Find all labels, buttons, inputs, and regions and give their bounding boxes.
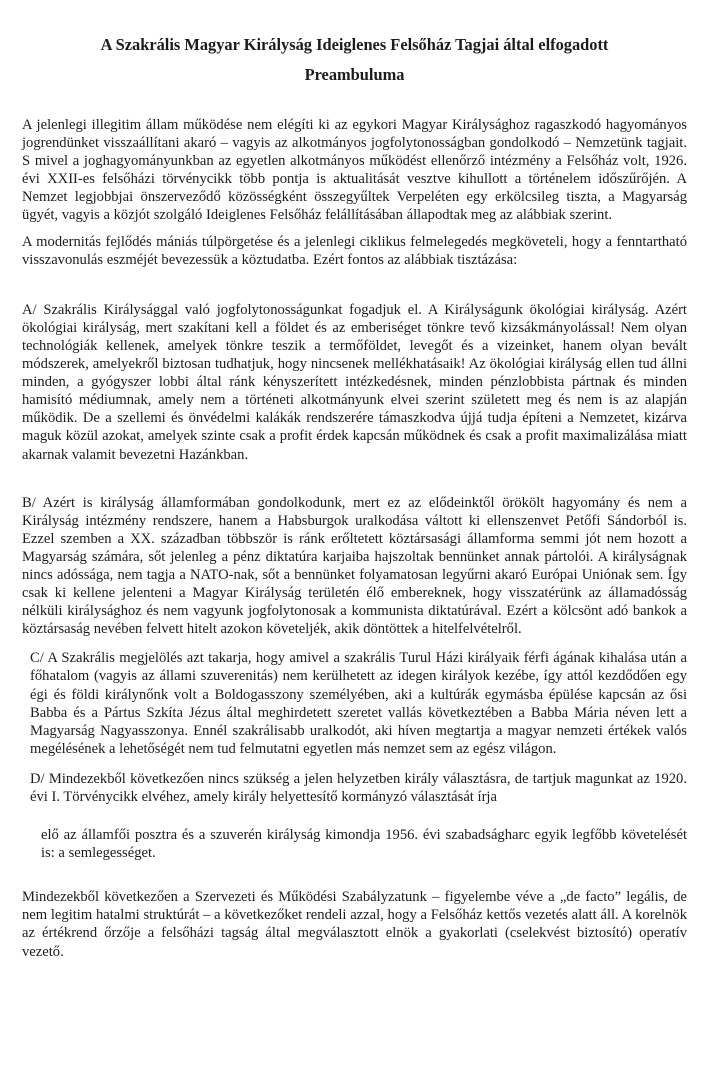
paragraph-section-d-part-2: elő az államfői posztra és a szuverén királyság kimondja 1956. évi szabadságharc egyik legfőbb követelését is: a semlegességet. — [41, 827, 687, 862]
paragraph-section-d-part-1: D/ Mindezekből következően nincs szükség a jelen helyzetben király választásra, de tartjuk magunkat az 1920. évi I. Törvénycikk elvéhez, amely király helyettesítő kormányzó választását írja — [30, 770, 687, 805]
paragraph-section-b: B/ Azért is királyság államformában gondolkodunk, mert ez az elődeinktől örökölt hagyomány és nem a Királyság intézmény rendszere, hanem a Habsburgok uralkodása váltott ki ellenszenvet Petőfi Sándorból is. Ezzel szemben a XX. században többször is ránk erőltetett köztársasági államforma semmi jót nem hozott a Magyarság számára, sőt jelenleg a pénz diktatúra karjaiba hajszoltak bennünket annak pártolói. A királyságnak nincs adóssága, nem tagja a NATO-nak, sőt a bennünket folyamatosan legyűrni akaró Európai Uniónak sem. Így csak ki kellene jelenteni a Magyar Királyság területén élő embereknek, hogy visszatérünk az államadósság nélküli királysághoz és nem vagyunk jogfolytonosak a kommunista diktatúrával. Ezért a kölcsönt adó bankok a köztársaság nevében felvett hitelt azokon követeljék, akik döntöttek a hitelfelvételről. — [22, 494, 687, 638]
title-line-1: A Szakrális Magyar Királyság Ideiglenes Felsőház Tagjai által elfogadott — [100, 35, 609, 54]
paragraph-section-a: A/ Szakrális Királysággal való jogfolytonosságunkat fogadjuk el. A Királyságunk ökológiai királyság. Azért ökológiai királyság, mert szakítani kell a földet és az emberiséget tönkre tevő kizsákmányolással! Nem olyan technológiák kellenek, amelyek tönkre teszik a termőföldet, levegőt és a vizeinket, hanem olyan bevált módszerek, amelyekről biztosan tudhatjuk, hogy nincsenek mellékhatásaik! Az ökológiai királyság ellen tud állni minden, a gyógyszer lobbi által ránk kényszerített intézkedésnek, minden pénzlobbista pártnak és minden hamisító médiumnak, amely nem a történeti alkotmányunk elvei szerint született meg és nem is az alapján működik. De a szellemi és önvédelmi kalákák rendszerére támaszkodva újjá tudja építeni a Nemzetet, kizárva maguk közül azokat, amelyek szinte csak a profit érdek kapcsán működnek és csak a profit maximalizálása miatt akarnak valamit bevezetni Hazánkban. — [22, 301, 687, 463]
paragraph-section-c: C/ A Szakrális megjelölés azt takarja, hogy amivel a szakrális Turul Házi királyaik férfi ágának kihalása után a főhatalom (vagyis az állami szuverenitás) nem kerülhetett az idegen királyok kezébe, így attól kezdődően egy égi és földi királynőnk volt a Boldogasszony személyében, aki a kultúrák egymásba épülése kapcsán az ősi Babba és a Pártus Szkíta Jézus által meghirdetett szeretet vallás következtében a Babba Mária néven lett a Magyarság Nagyasszonya. Ennél szakrálisabb uralkodót, aki híven megtartja a magyar nemzeti értékek valós megélésének a lehetőségét nem tud felmutatni egyetlen más nemzet sem az egész világon. — [30, 650, 687, 757]
document-title — [22, 30, 687, 90]
paragraph-intro: A jelenlegi illegitim állam működése nem elégíti ki az egykori Magyar Királysághoz ragaszkodó hagyományos jogrendünket visszaállítani akaró – vagyis az alkotmányos jogfolytonosságban gondolkodó – Nemzetünk tagjait. S mivel a joghagyományunkban az egyetlen alkotmányos működést ellenőrző intézmény a Felsőház volt, 1926. évi XXII-es felsőházi törvénycikk több pontja is aktualitását vesztve kihullott a történelem időszűrőjén. A Nemzet legjobbjai önszerveződő közösségként összegyűltek Verpeléten egy erkölcsileg tiszta, a Magyarság ügyét, vagyis a közjót szolgáló Ideiglenes Felsőház felállításában állapodtak meg az alábbiak szerint. — [22, 117, 687, 224]
paragraph-closing: Mindezekből következően a Szervezeti és Működési Szabályzatunk – figyelembe véve a „de facto” legális, de nem legitim hatalmi struktúrát – a következőket rendeli azzal, hogy a Felsőház kettős vezetés alatt áll. A korelnök az értékrend őrzője a felsőházi tagság által megválasztott elnök a gyakorlati (cselekvést biztosító) operatív vezető. — [22, 889, 687, 960]
paragraph-modernity: A modernitás fejlődés mániás túlpörgetése és a jelenlegi ciklikus felmelegedés megköveteli, hogy a fenntartható visszavonulás eszméjét bevezessük a köztudatba. Ezért fontos az alábbiak tisztázása: — [22, 233, 687, 268]
title-line-2: Preambuluma — [304, 65, 405, 84]
